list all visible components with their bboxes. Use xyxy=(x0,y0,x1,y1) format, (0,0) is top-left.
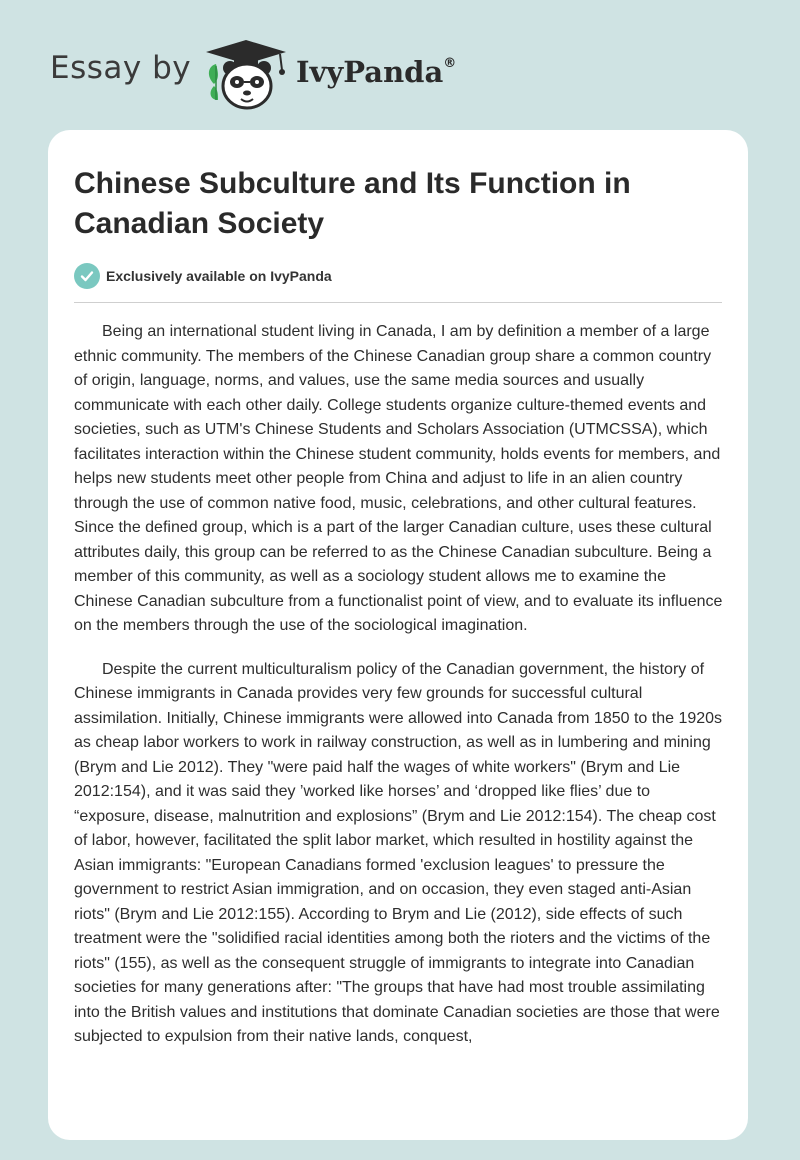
divider xyxy=(74,302,722,303)
leaf-icon xyxy=(209,64,218,100)
paragraph-2: Despite the current multiculturalism policy of the Canadian government, the history of Chinese immigrants in Canada provides very few grounds for successful cultural assimilation. Initially, Chinese immigrants were allowed into Canada from 1850 to the 1920s as cheap labor workers to work in railway construction, as well as in lumbering and mining (Brym and Lie 2012). They "were paid half the wages of white workers" (Brym and Lie 2012:154), and it was said they ’worked like horses’ and ‘dropped like flies’ due to “exposure, disease, malnutrition and explosions” (Brym and Lie 2012:154). The cheap cost of labor, however, facilitated the split labor market, which resulted in hostility against the Asian immigrants: "European Canadians formed 'exclusion leagues' to pressure the government to restrict Asian immigration, and on occasion, they even staged anti-Asian riots" (Brym and Lie 2012:155). According to Brym and Lie (2012), side effects of such treatment were the "solidified racial identities among both the rioters and the victims of the riots" (155), as well as the consequent struggle of immigrants to integrate into Canadian societies for many generations after: "The groups that have had most trouble assimilating into the British values and institutions that dominate Canadian societies are those that were subjected to expulsion from their native lands, conquest, xyxy=(74,660,723,1045)
brand-label: IvyPanda xyxy=(296,55,444,89)
brand-name[interactable] xyxy=(296,55,456,89)
paragraph-1: Being an international student living in Canada, I am by definition a member of a large ethnic community. The members of the Chinese Canadian group share a common country of origin, language, norms, and values, use the same media sources and usually communicate with each other daily. College students organize culture-themed events and societies, such as UTM's Chinese Students and Scholars Association (UTMCSSA), which facilitates interaction within the Chinese student community, holds events for members, and helps new students meet other people from China and adjust to life in an alien country through the use of common native food, music, celebrations, and other cultural features. Since the defined group, which is a part of the larger Canadian culture, uses these cultural attributes daily, this group can be referred to as the Chinese Canadian subculture. Being a member of this community, as well as a sociology student allows me to examine the Chinese Canadian subculture from a functionalist point of view, and to evaluate its influence on the members through the use of the sociological imagination. xyxy=(74,323,723,634)
site-header xyxy=(0,0,800,130)
essay-body xyxy=(74,320,724,1069)
essay-card xyxy=(48,130,748,1140)
badge-label: Exclusively available on IvyPanda xyxy=(106,268,332,284)
essay-title: Chinese Subculture and Its Function in Canadian Society xyxy=(74,167,631,240)
check-icon xyxy=(74,263,100,289)
trademark-symbol: ® xyxy=(443,56,457,72)
panda-logo-icon[interactable] xyxy=(200,36,292,112)
exclusive-badge xyxy=(74,263,332,289)
essay-by-label: Essay by xyxy=(50,50,192,86)
